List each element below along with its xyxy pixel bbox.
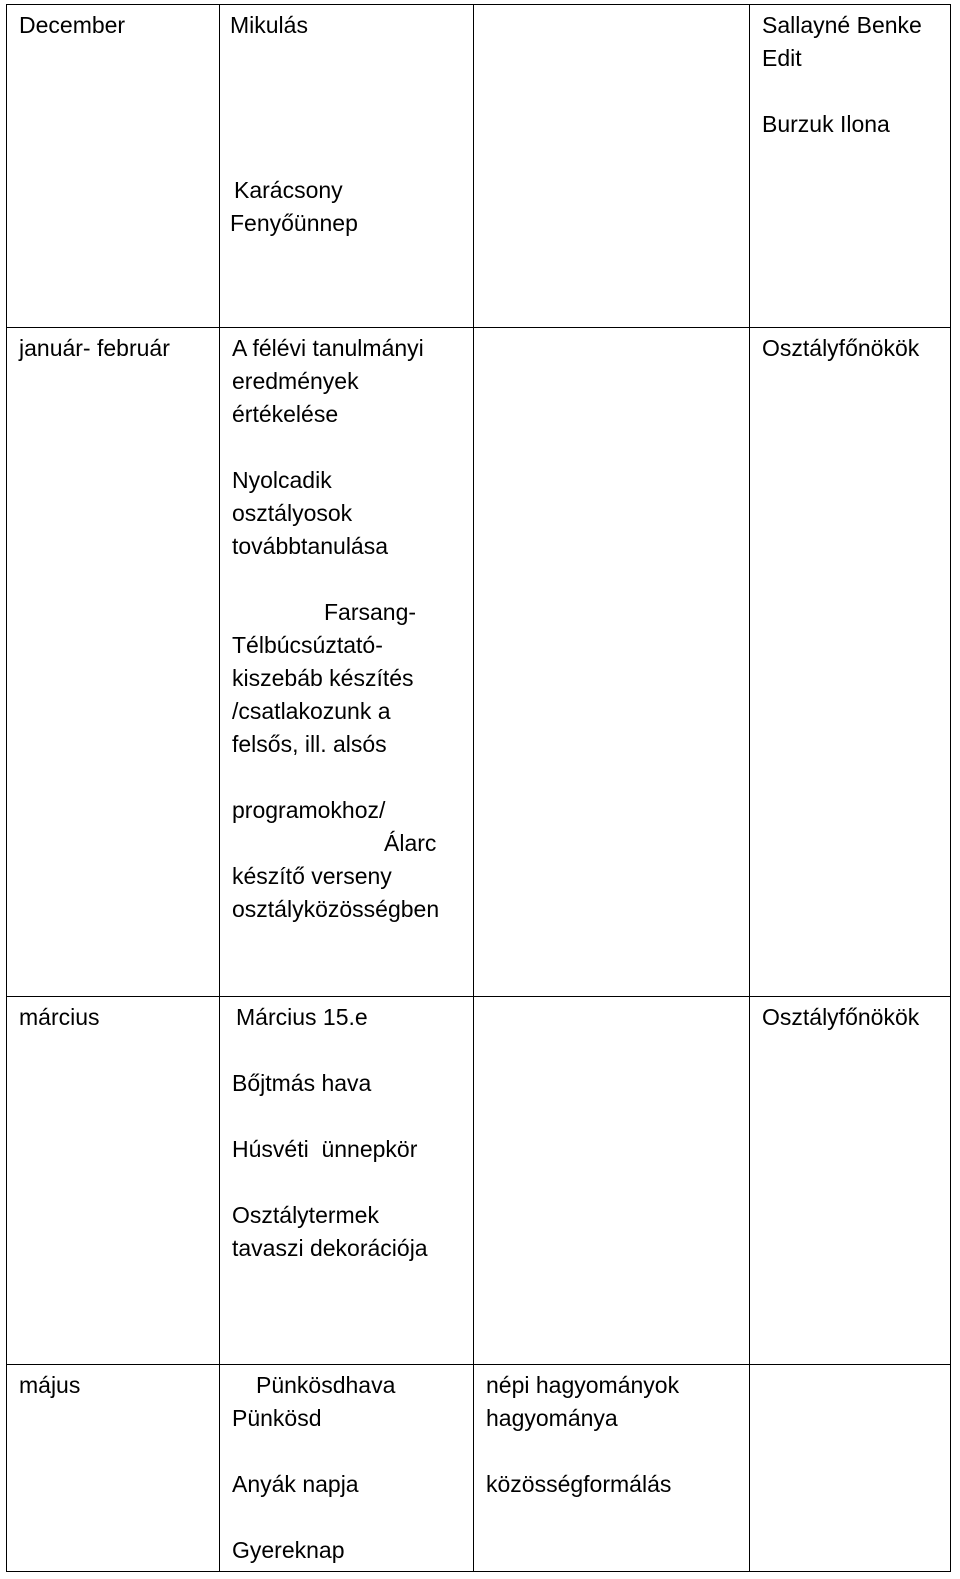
- program-line: tavaszi dekorációja: [232, 1235, 428, 1261]
- program-cell: [220, 997, 474, 1365]
- program-line: készítő verseny: [232, 863, 392, 889]
- table-row: [7, 997, 951, 1365]
- goal-line: népi hagyományok: [486, 1372, 680, 1398]
- program-table: [6, 4, 951, 1572]
- program-line: programokhoz/: [232, 797, 386, 823]
- program-line: továbbtanulása: [232, 533, 389, 559]
- program-line: Pünkösd: [232, 1405, 322, 1431]
- program-line: felsős, ill. alsós: [232, 731, 387, 757]
- goal-cell: [474, 5, 750, 328]
- program-line: kiszebáb készítés: [232, 665, 414, 691]
- program-line: Osztálytermek: [232, 1202, 379, 1228]
- program-line: értékelése: [232, 401, 339, 427]
- responsible-cell: [750, 328, 951, 997]
- responsible-line: Sallayné Benke: [762, 12, 922, 38]
- program-line: Karácsony: [234, 177, 343, 203]
- program-line: Farsang-: [324, 599, 417, 625]
- program-line: A félévi tanulmányi: [232, 335, 424, 361]
- program-line: osztályközösségben: [232, 896, 440, 922]
- month-cell: [7, 1365, 220, 1572]
- program-line: Pünkösdhava: [256, 1372, 396, 1398]
- responsible-line: Osztályfőnökök: [762, 335, 920, 361]
- program-line: /csatlakozunk a: [232, 698, 391, 724]
- table-row: [7, 328, 951, 997]
- program-line: Húsvéti ünnepkör: [232, 1136, 418, 1162]
- program-line: Gyereknap: [232, 1537, 345, 1563]
- responsible-cell: [750, 5, 951, 328]
- program-cell: [220, 1365, 474, 1572]
- responsible-cell: [750, 997, 951, 1365]
- program-line: Bőjtmás hava: [232, 1070, 372, 1096]
- program-cell: [220, 328, 474, 997]
- month-label: május: [19, 1372, 81, 1398]
- month-label: március: [19, 1004, 100, 1030]
- program-line: Anyák napja: [232, 1471, 359, 1497]
- responsible-line: Edit: [762, 45, 802, 71]
- month-label: január- február: [19, 335, 170, 361]
- program-line: Március 15.e: [236, 1004, 368, 1030]
- program-line: Fenyőünnep: [230, 210, 358, 236]
- goal-cell: [474, 1365, 750, 1572]
- program-line: eredmények: [232, 368, 359, 394]
- responsible-cell: [750, 1365, 951, 1572]
- table-row: [7, 5, 951, 328]
- program-line: Nyolcadik: [232, 467, 332, 493]
- goal-cell: [474, 997, 750, 1365]
- program-line: Álarc: [384, 830, 437, 856]
- month-label: December: [19, 12, 126, 38]
- program-cell: [220, 5, 474, 328]
- goal-line: közösségformálás: [486, 1471, 672, 1497]
- month-cell: [7, 997, 220, 1365]
- responsible-line: Burzuk Ilona: [762, 111, 890, 137]
- table-row: [7, 1365, 951, 1572]
- program-line: Télbúcsúztató-: [232, 632, 383, 658]
- program-line: osztályosok: [232, 500, 353, 526]
- goal-cell: [474, 328, 750, 997]
- month-cell: [7, 5, 220, 328]
- responsible-line: Osztályfőnökök: [762, 1004, 920, 1030]
- program-line: Mikulás: [230, 12, 308, 38]
- goal-line: hagyománya: [486, 1405, 618, 1431]
- month-cell: [7, 328, 220, 997]
